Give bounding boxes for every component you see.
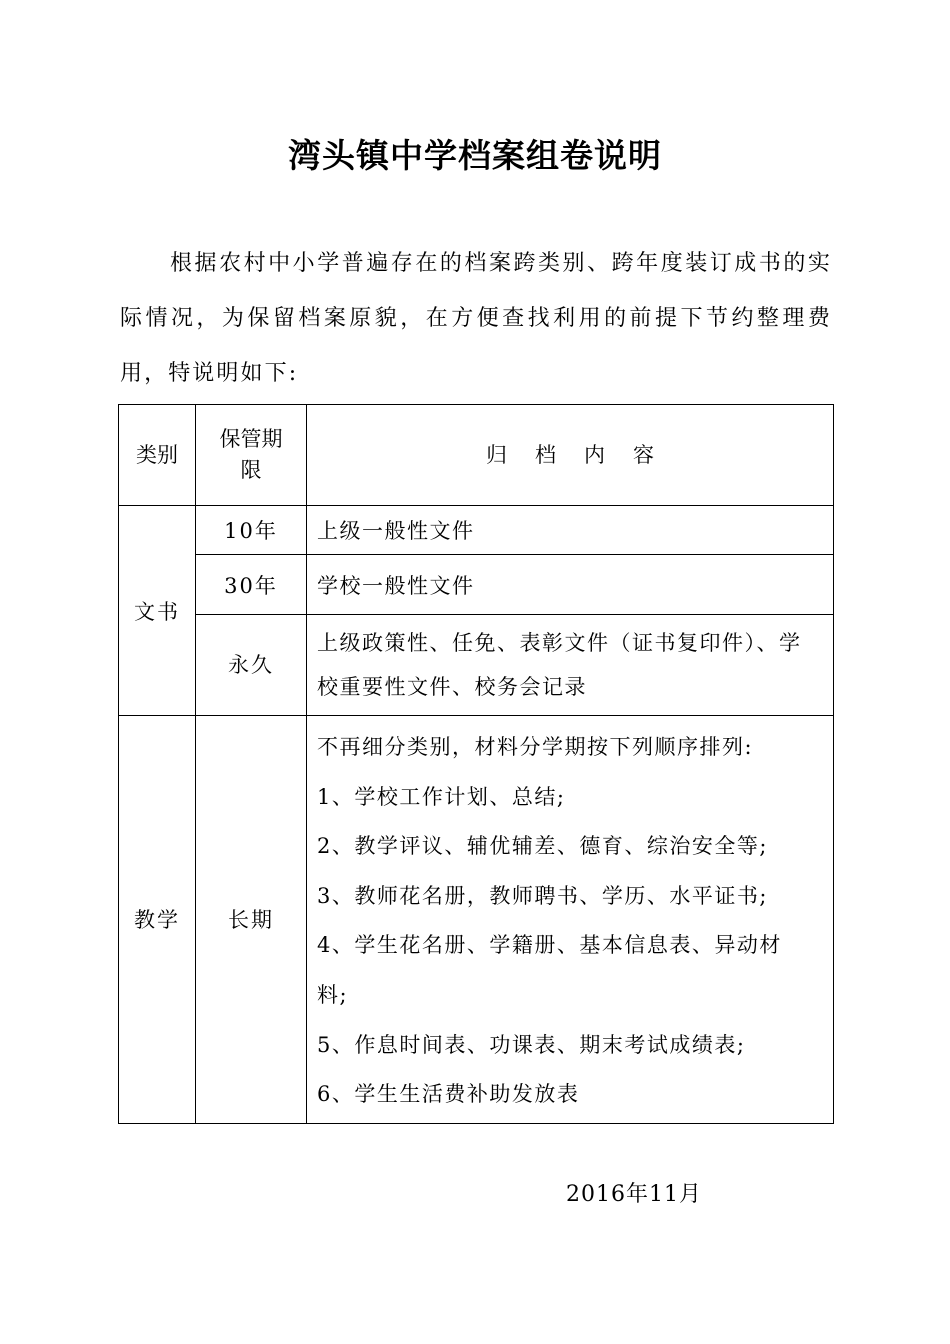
table-row xyxy=(119,506,834,555)
period-cell: 长期 xyxy=(196,716,307,1124)
header-period: 保管期限 xyxy=(196,405,307,506)
category-jiaoxue: 教学 xyxy=(119,716,196,1124)
table-row xyxy=(119,555,834,615)
table-row xyxy=(119,716,834,1124)
list-item: 不再细分类别，材料分学期按下列顺序排列: xyxy=(317,735,754,759)
list-item: 2、教学评议、辅优辅差、德育、综治安全等; xyxy=(317,834,768,859)
content-list xyxy=(307,716,834,1124)
list-item: 料; xyxy=(317,982,349,1007)
list-item: 1、学校工作计划、总结; xyxy=(317,784,566,809)
content-cell: 学校一般性文件 xyxy=(307,555,834,615)
list-item: 5、作息时间表、功课表、期末考试成绩表; xyxy=(317,1032,746,1057)
list-item: 4、学生花名册、学籍册、基本信息表、异动材 xyxy=(317,933,782,958)
list-item: 6、学生生活费补助发放表 xyxy=(317,1082,580,1107)
header-content: 归档内容 xyxy=(307,405,834,506)
table-row xyxy=(119,615,834,716)
content-cell: 上级政策性、任免、表彰文件（证书复印件）、学校重要性文件、校务会记录 xyxy=(307,615,834,716)
document-date: 2016年11月 xyxy=(566,1182,702,1207)
table-header-row xyxy=(119,405,834,506)
list-item: 3、教师花名册，教师聘书、学历、水平证书; xyxy=(317,883,768,908)
period-cell: 30年 xyxy=(196,555,307,615)
header-category: 类别 xyxy=(119,405,196,506)
content-cell: 上级一般性文件 xyxy=(307,506,834,555)
period-cell: 10年 xyxy=(196,506,307,555)
intro-paragraph: 根据农村中小学普遍存在的档案跨类别、跨年度装订成书的实际情况，为保留档案原貌，在方便查找利用的前提下节约整理费用，特说明如下: xyxy=(120,251,832,386)
page-title: 湾头镇中学档案组卷说明 xyxy=(288,136,662,175)
category-wenshu: 文书 xyxy=(119,506,196,716)
archive-table xyxy=(118,404,834,1124)
period-cell: 永久 xyxy=(196,615,307,716)
